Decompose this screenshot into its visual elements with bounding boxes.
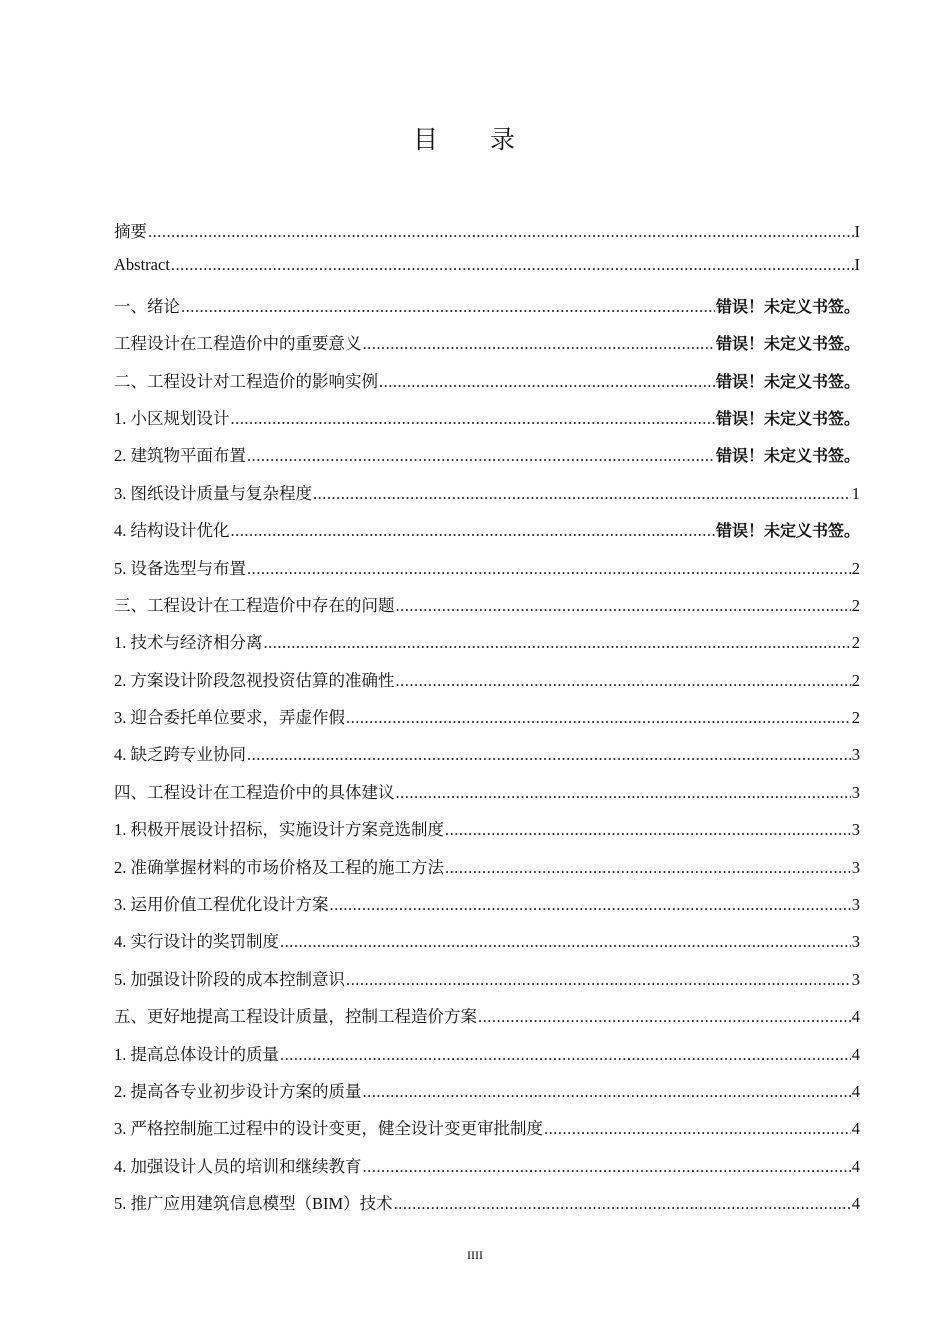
toc-entry-page: 2: [851, 595, 860, 615]
toc-entry[interactable]: [114, 816, 860, 853]
toc-entry[interactable]: [114, 667, 860, 704]
toc-entry-page: 2: [851, 558, 860, 578]
dot-leader: [396, 596, 851, 616]
toc-entry[interactable]: [114, 368, 860, 405]
toc-entry-label: 3. 运用价值工程优化设计方案: [114, 895, 329, 915]
toc-entry-label: 5. 加强设计阶段的成本控制意识: [114, 969, 345, 989]
toc-entry-label: 1. 提高总体设计的质量: [114, 1044, 279, 1064]
toc-entry-page: 1: [851, 483, 860, 503]
dot-leader: [247, 559, 851, 579]
dot-leader: [396, 783, 851, 803]
dot-leader: [313, 484, 851, 504]
toc-entry-page: 2: [851, 670, 860, 690]
toc-entry-page: 4: [851, 1007, 860, 1027]
toc-entry-page: 错误！未定义书签。: [715, 446, 860, 466]
dot-leader: [247, 446, 715, 466]
toc-entry-label: 五、更好地提高工程设计质量，控制工程造价方案: [114, 1007, 477, 1027]
toc-entry-label: 2. 建筑物平面布置: [114, 446, 246, 466]
dot-leader: [330, 895, 851, 915]
toc-entry[interactable]: [114, 293, 860, 330]
toc-entry-page: 4: [851, 1081, 860, 1101]
dot-leader: [363, 334, 715, 354]
toc-entry-page: 错误！未定义书签。: [715, 408, 860, 428]
toc-entry-label: 3. 图纸设计质量与复杂程度: [114, 483, 312, 503]
toc-entry-page: 错误！未定义书签。: [715, 521, 860, 541]
dot-leader: [445, 820, 851, 840]
toc-entry[interactable]: [114, 1003, 860, 1040]
toc-entry-page: 3: [851, 820, 860, 840]
toc-entry-label: 4. 缺乏跨专业协同: [114, 745, 246, 765]
dot-leader: [346, 708, 851, 728]
page-title: 目 录: [413, 125, 537, 154]
toc-entry-page: 2: [851, 633, 860, 653]
toc-entry-page: 3: [851, 782, 860, 802]
toc-entry[interactable]: [114, 330, 860, 367]
toc-entry-label: 1. 积极开展设计招标，实施设计方案竞选制度: [114, 820, 444, 840]
toc-entry-label: Abstract: [114, 255, 170, 275]
toc-entry-label: 4. 结构设计优化: [114, 521, 230, 541]
toc-entry-page: 错误！未定义书签。: [715, 371, 860, 391]
toc-entry-page: I: [854, 255, 860, 275]
dot-leader: [478, 1007, 851, 1027]
toc-entry[interactable]: [114, 741, 860, 778]
toc-entry[interactable]: [114, 1190, 860, 1227]
toc-entry-page: 3: [851, 857, 860, 877]
toc-entry[interactable]: [114, 255, 860, 292]
toc-entry-label: 2. 方案设计阶段忽视投资估算的准确性: [114, 670, 395, 690]
toc-entry-page: 4: [851, 1119, 860, 1139]
toc-entry-page: I: [854, 222, 860, 241]
toc-entry-label: 1. 技术与经济相分离: [114, 633, 263, 653]
toc-entry[interactable]: [114, 517, 860, 554]
toc-entry-label: 2. 准确掌握材料的市场价格及工程的施工方法: [114, 857, 444, 877]
toc-entry[interactable]: [114, 891, 860, 928]
dot-leader: [280, 1045, 851, 1065]
toc-entry-page: 4: [851, 1044, 860, 1064]
toc-entry-label: 四、工程设计在工程造价中的具体建议: [114, 782, 395, 802]
dot-leader: [264, 633, 851, 653]
toc-entry-label: 二、工程设计对工程造价的影响实例: [114, 371, 378, 391]
toc-entry-label: 摘要: [114, 222, 147, 241]
toc-entry-label: 2. 提高各专业初步设计方案的质量: [114, 1081, 362, 1101]
toc-entry-label: 三、工程设计在工程造价中存在的问题: [114, 595, 395, 615]
dot-leader: [363, 1082, 851, 1102]
dot-leader: [396, 671, 851, 691]
toc-entry-label: 1. 小区规划设计: [114, 408, 230, 428]
toc-entry-page: 2: [851, 708, 860, 728]
toc-entry[interactable]: [114, 966, 860, 1003]
toc-entry-page: 3: [851, 932, 860, 952]
toc-entry-label: 一、绪论: [114, 296, 180, 316]
toc-entry-page: 3: [851, 895, 860, 915]
dot-leader: [231, 409, 715, 429]
toc-entry[interactable]: [114, 442, 860, 479]
toc-entry[interactable]: [114, 1041, 860, 1078]
toc-entry[interactable]: [114, 704, 860, 741]
dot-leader: [363, 1157, 851, 1177]
toc-entry[interactable]: [114, 779, 860, 816]
toc-entry[interactable]: [114, 854, 860, 891]
toc-entry-page: 错误！未定义书签。: [715, 296, 860, 316]
toc-entry-label: 3. 严格控制施工过程中的设计变更，健全设计变更审批制度: [114, 1119, 543, 1139]
toc-entry-label: 4. 加强设计人员的培训和继续教育: [114, 1156, 362, 1176]
toc-entry[interactable]: [114, 592, 860, 629]
toc-entry-label: 4. 实行设计的奖罚制度: [114, 932, 279, 952]
toc-entry-page: 4: [851, 1156, 860, 1176]
toc-entry-label: 工程设计在工程造价中的重要意义: [114, 334, 362, 354]
table-of-contents: [114, 218, 860, 1228]
dot-leader: [181, 297, 715, 317]
toc-entry[interactable]: [114, 218, 860, 255]
toc-entry-label: 5. 设备选型与布置: [114, 558, 246, 578]
dot-leader: [231, 521, 715, 541]
toc-entry-page: 3: [851, 969, 860, 989]
dot-leader: [379, 372, 715, 392]
dot-leader: [394, 1194, 851, 1214]
dot-leader: [544, 1119, 851, 1139]
page-number: IIII: [467, 1248, 483, 1262]
toc-entry-page: 4: [851, 1194, 860, 1214]
dot-leader: [445, 858, 851, 878]
toc-entry[interactable]: [114, 928, 860, 965]
toc-entry-page: 错误！未定义书签。: [715, 334, 860, 354]
toc-entry-page: 3: [851, 745, 860, 765]
toc-entry[interactable]: [114, 405, 860, 442]
dot-leader: [280, 932, 851, 952]
dot-leader: [346, 970, 851, 990]
toc-entry[interactable]: [114, 1153, 860, 1190]
toc-entry-label: 3. 迎合委托单位要求，弄虚作假: [114, 708, 345, 728]
toc-entry[interactable]: [114, 1078, 860, 1115]
toc-entry[interactable]: [114, 1115, 860, 1152]
dot-leader: [247, 745, 851, 765]
toc-entry[interactable]: [114, 629, 860, 666]
dot-leader: [148, 222, 854, 242]
toc-entry-label: 5. 推广应用建筑信息模型（BIM）技术: [114, 1194, 393, 1214]
dot-leader: [171, 255, 854, 275]
toc-entry[interactable]: [114, 480, 860, 517]
toc-entry[interactable]: [114, 555, 860, 592]
